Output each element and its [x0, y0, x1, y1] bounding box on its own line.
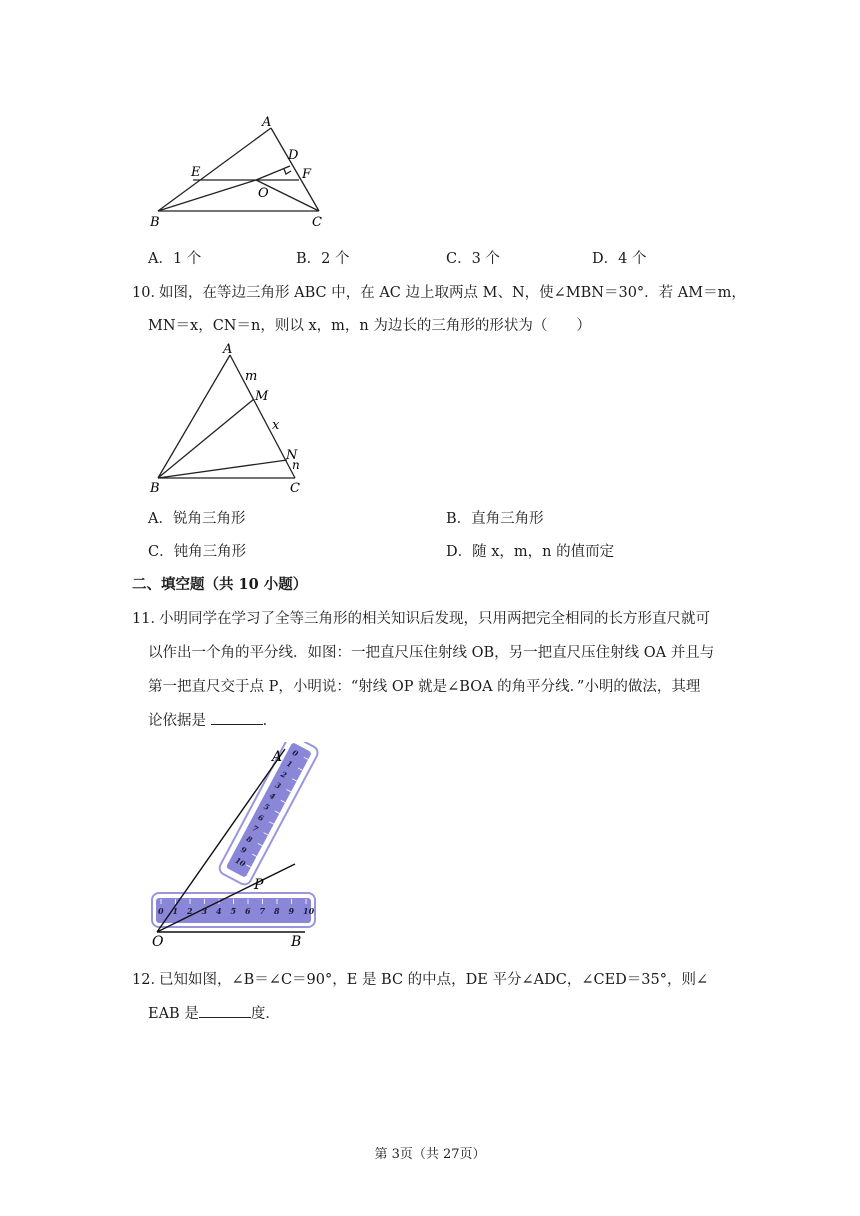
q9-label-D: D	[288, 148, 299, 163]
ruler-tilted-tick-label: 7	[250, 823, 260, 834]
ruler-tilted-tick-label: 10	[233, 855, 247, 869]
q10-label-B: B	[150, 481, 160, 496]
q9-label-A: A	[262, 115, 272, 130]
ruler-tilted-tick-label: 4	[267, 791, 277, 802]
q12-number: 12．	[132, 972, 165, 988]
ruler-horizontal-tick-label: 1	[172, 906, 179, 916]
q10-option-a[interactable]: A．锐角三角形	[148, 511, 246, 527]
ruler-horizontal-tick-label: 6	[245, 906, 251, 916]
q11-answer-blank[interactable]	[211, 710, 263, 725]
q9-option-a[interactable]: A．1 个	[148, 251, 202, 267]
q10-option-d[interactable]: D．随 x，m，n 的值而定	[446, 544, 615, 560]
ruler-tilted-tick-label: 3	[273, 780, 283, 791]
ruler-horizontal-tick-label: 9	[288, 906, 295, 916]
q9-option-d[interactable]: D．4 个	[592, 251, 647, 267]
ruler-tilted-tick-label: 2	[279, 769, 289, 780]
q11-label-P: P	[254, 877, 264, 893]
q11-ruler-figure	[145, 742, 340, 950]
q11-number: 11．	[132, 611, 165, 627]
ruler-tilted-tick-label: 1	[285, 758, 294, 770]
q9-label-F: F	[302, 167, 312, 182]
ruler-horizontal-tick-label: 0	[158, 906, 164, 916]
ruler-tilted-tick-label: 5	[262, 801, 271, 813]
q12-text-line2-post: 度．	[250, 1006, 280, 1022]
q9-triangle-figure	[148, 112, 338, 232]
q11-text-line1: 小明同学在学习了全等三角形的相关知识后发现，只用两把完全相同的长方形直尺就可	[159, 611, 710, 627]
q11-text-line4-pre: 论依据是	[148, 713, 206, 729]
q11-text-line4-post: ．	[262, 713, 278, 729]
ruler-tilted-tick-label: 8	[244, 834, 254, 845]
q9-label-C: C	[312, 215, 322, 230]
ruler-tilted-tick-label: 6	[256, 812, 266, 824]
q11-text-line3: 第一把直尺交于点 P，小明说：“射线 OP 就是∠BOA 的角平分线．”小明的做法，其理	[148, 679, 701, 695]
q10-label-m: m	[245, 369, 258, 384]
q12-text-line2	[148, 1002, 280, 1023]
q10-text-line1: 如图，在等边三角形 ABC 中，在 AC 边上取两点 M、N，使∠MBN＝30°．若 AM＝m，	[159, 285, 746, 301]
section-title-fill-in: 二、填空题（共 10 小题）	[132, 576, 308, 593]
q11-label-A: A	[272, 749, 283, 765]
ruler-horizontal-tick-label: 4	[216, 906, 222, 916]
page-footer: 第 3页（共 27页）	[374, 1147, 486, 1162]
q10-triangle-figure	[143, 338, 318, 498]
q9-label-B: B	[150, 215, 160, 230]
q11-text-line4	[148, 709, 277, 730]
q10-label-n: n	[292, 458, 300, 472]
ruler-tilted-tick-label: 9	[239, 844, 249, 856]
q12-answer-blank[interactable]	[199, 1003, 251, 1018]
q10-label-M: M	[255, 389, 269, 404]
q10-text-line2: MN＝x，CN＝n，则以 x，m，n 为边长的三角形的形状为（ ）	[148, 318, 591, 334]
ruler-horizontal-tick-label: 3	[201, 906, 208, 916]
q10-option-c[interactable]: C．钝角三角形	[148, 544, 247, 560]
q11-label-B: B	[291, 934, 302, 950]
q9-option-c[interactable]: C．3 个	[446, 251, 500, 267]
q9-label-O: O	[258, 186, 269, 201]
q10-label-x: x	[272, 418, 280, 433]
q9-label-E: E	[191, 165, 201, 180]
q10-label-A: A	[223, 342, 233, 357]
q10-option-b[interactable]: B．直角三角形	[446, 511, 544, 527]
q12-text-line1: 已知如图，∠B＝∠C＝90°，E 是 BC 的中点，DE 平分∠ADC，∠CED＝35°，则∠	[159, 972, 709, 988]
q10-number: 10．	[132, 285, 165, 301]
ruler-horizontal-tick-label: 2	[187, 906, 193, 916]
q9-option-b[interactable]: B．2 个	[296, 251, 350, 267]
q11-text-line2: 以作出一个角的平分线．如图：一把直尺压住射线 OB，另一把直尺压住射线 OA 并且与	[148, 645, 715, 661]
q12-text-line2-pre: EAB 是	[148, 1006, 199, 1022]
ruler-horizontal-tick-label: 10	[303, 906, 315, 916]
q11-label-O: O	[152, 934, 164, 950]
ruler-tilted-tick-label: 0	[290, 748, 300, 759]
q10-label-C: C	[290, 481, 300, 496]
ruler-horizontal-tick-label: 5	[230, 906, 237, 916]
q10-label-N: N	[286, 448, 298, 463]
ruler-horizontal-tick-label: 8	[274, 906, 280, 916]
ruler-horizontal-tick-label: 7	[259, 906, 266, 916]
